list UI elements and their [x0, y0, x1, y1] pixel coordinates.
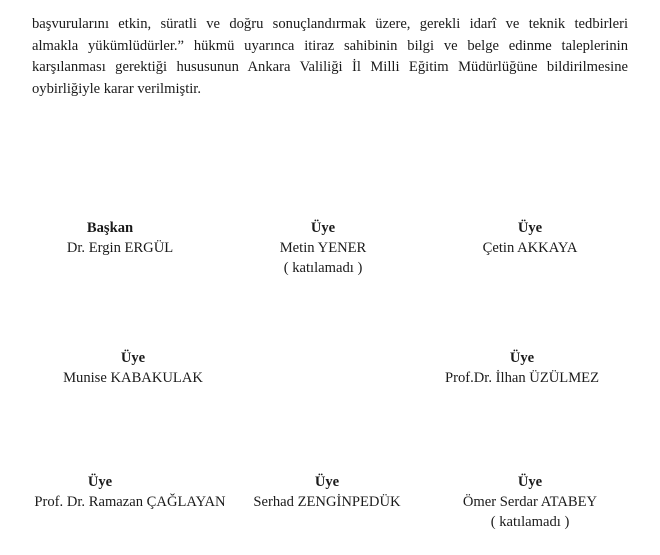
member-role: Üye	[87, 474, 113, 490]
member-name: Prof.Dr. İlhan ÜZÜLMEZ	[444, 370, 600, 386]
member-role: Üye	[517, 474, 543, 490]
member-role: Üye	[509, 350, 535, 366]
member-name: Serhad ZENGİNPEDÜK	[253, 494, 401, 510]
signature-block-member-2	[203, 218, 443, 278]
member-role: Başkan	[86, 220, 134, 236]
member-name: Munise KABAKULAK	[63, 370, 203, 386]
member-name: Prof. Dr. Ramazan ÇAĞLAYAN	[34, 494, 226, 510]
decision-paragraph	[32, 14, 628, 100]
member-name: Dr. Ergin ERGÜL	[66, 240, 174, 256]
signature-block-member-5	[402, 348, 642, 388]
member-absence-note: ( katılamadı )	[490, 514, 570, 530]
signature-block-member-3	[410, 218, 650, 258]
member-absence-note: ( katılamadı )	[283, 260, 363, 276]
signature-block-member-8	[410, 472, 650, 532]
paragraph-line-4: oybirliğiyle karar verilmiştir.	[32, 80, 202, 97]
member-role: Üye	[314, 474, 340, 490]
member-name: Ömer Serdar ATABEY	[462, 494, 598, 510]
paragraph-line-1: başvurularını etkin, süratli ve doğru sonuçlandırmak üzere, gerekli idarî ve teknik tedbirleri	[32, 16, 628, 32]
paragraph-line-2: almakla yükümlüdürler.” hükmü uyarınca itiraz sahibinin bilgi ve belge edinme taleplerinin	[32, 37, 628, 54]
signature-block-member-4	[13, 348, 253, 388]
member-name: Metin YENER	[279, 240, 367, 256]
member-name: Çetin AKKAYA	[482, 240, 578, 256]
member-role: Üye	[120, 350, 146, 366]
paragraph-line-3: karşılanması gerektiği hususunun Ankara Valiliği İl Milli Eğitim Müdürlüğüne bildirilmesine	[32, 59, 628, 75]
member-role: Üye	[310, 220, 336, 236]
member-role: Üye	[517, 220, 543, 236]
